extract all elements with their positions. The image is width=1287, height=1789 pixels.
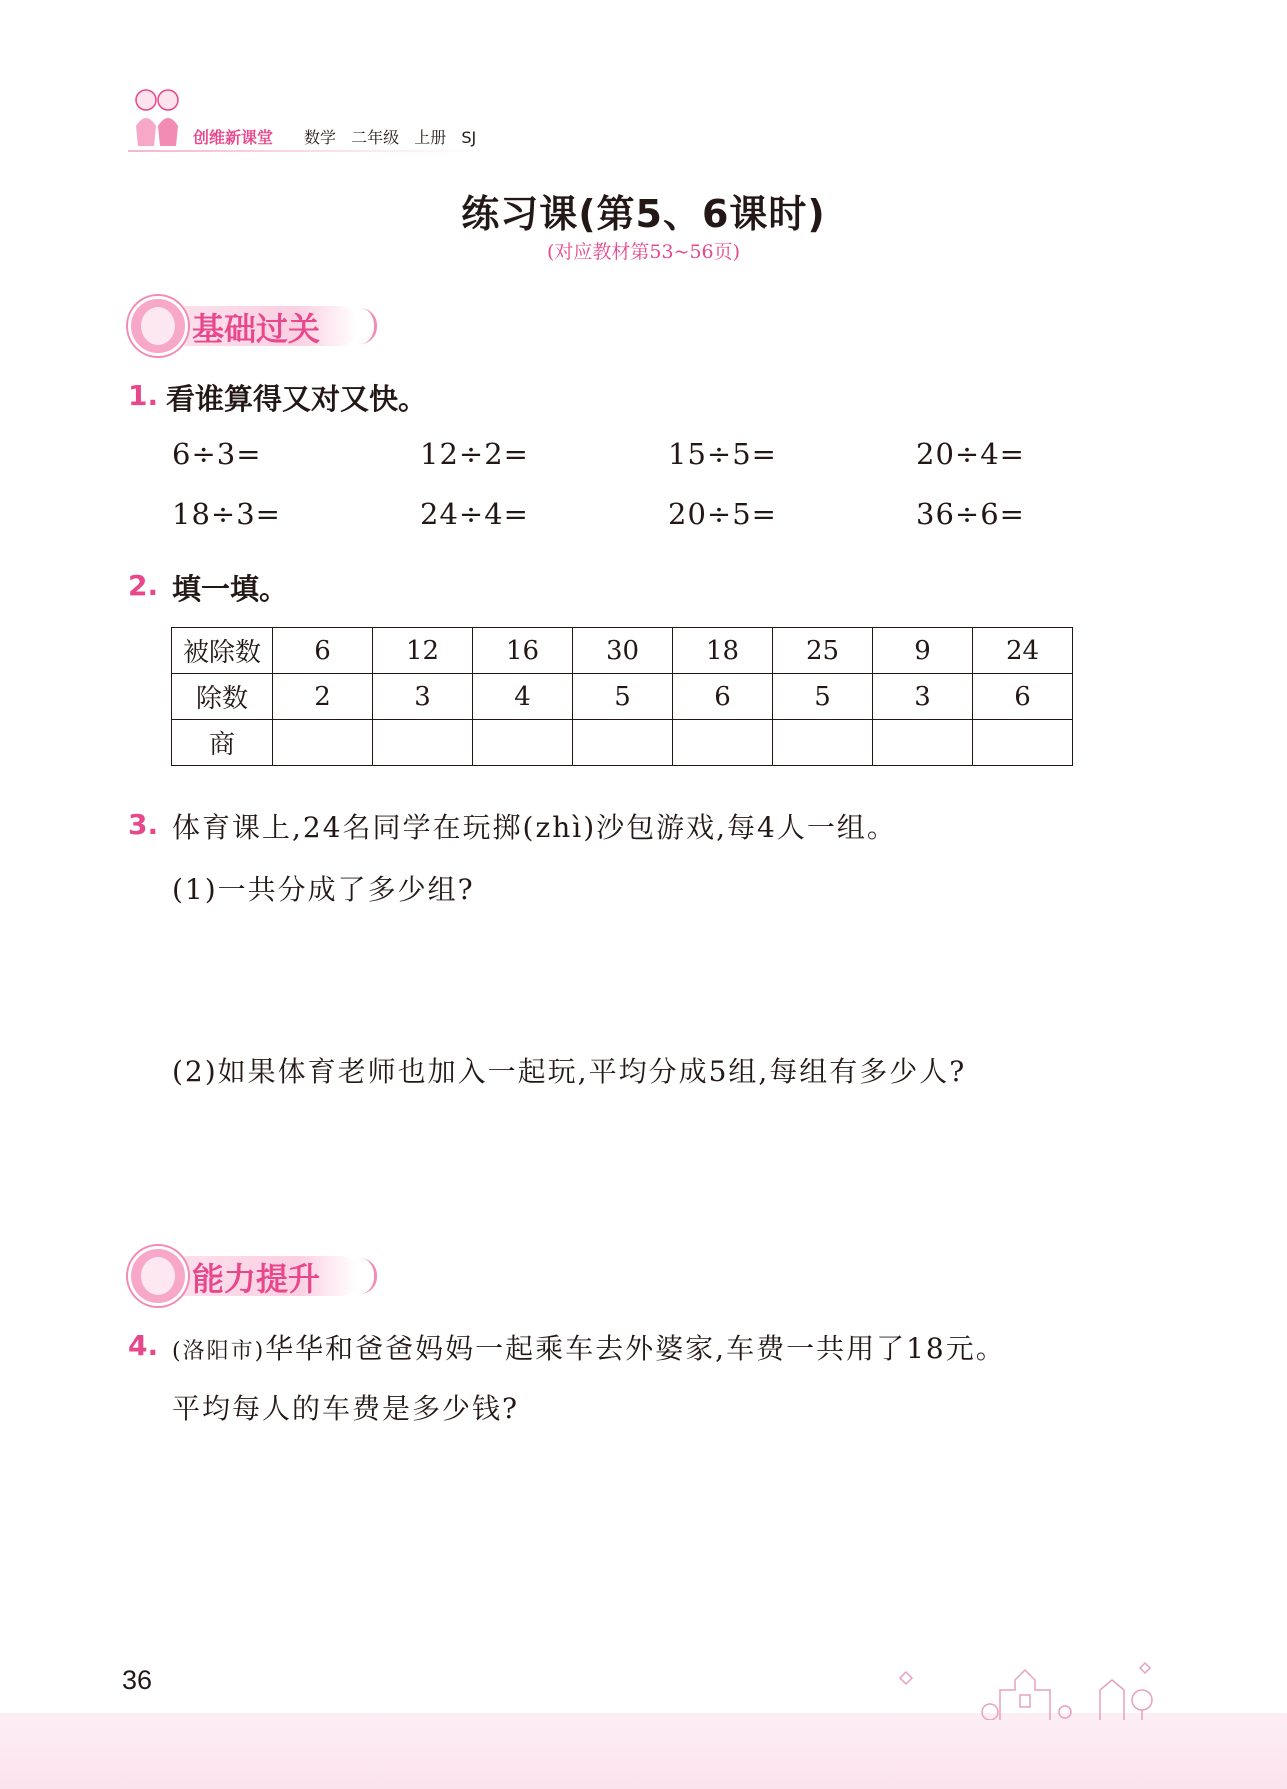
- q3-text: 体育课上,24名同学在玩掷(zhì)沙包游戏,每4人一组。: [172, 811, 897, 844]
- q4-text2: 平均每人的车费是多少钱?: [172, 1392, 520, 1425]
- q4-number: 4.: [128, 1329, 159, 1362]
- footer-band: [0, 1713, 1287, 1789]
- q3-sub2: (2)如果体育老师也加入一起玩,平均分成5组,每组有多少人?: [172, 1055, 967, 1088]
- header-subject: 数学: [304, 128, 337, 147]
- answer-cell[interactable]: [773, 720, 873, 766]
- q1-calc-6: 24÷4=: [420, 497, 529, 531]
- table-cell: 16: [473, 628, 573, 674]
- header-volume: 上册: [414, 128, 447, 147]
- answer-cell[interactable]: [673, 720, 773, 766]
- table-cell: 6: [973, 674, 1073, 720]
- table-cell: 4: [473, 674, 573, 720]
- q1-calc-4: 20÷4=: [916, 437, 1025, 471]
- answer-cell[interactable]: [573, 720, 673, 766]
- q4-text: 华华和爸爸妈妈一起乘车去外婆家,车费一共用了18元。: [265, 1332, 1006, 1365]
- castle-decoration-icon: [880, 1650, 1170, 1720]
- table-cell: 12: [373, 628, 473, 674]
- division-table: [171, 627, 1073, 766]
- q1-calc-7: 20÷5=: [668, 497, 777, 531]
- header-brand: 创维新课堂: [193, 128, 274, 147]
- answer-cell[interactable]: [373, 720, 473, 766]
- table-cell: 3: [373, 674, 473, 720]
- header-meta: [304, 125, 486, 148]
- section-banner-advanced: [128, 1246, 374, 1304]
- row-label-divisor: 除数: [172, 674, 273, 720]
- table-cell: 2: [273, 674, 373, 720]
- q4-line1: [172, 1327, 1006, 1367]
- table-cell: 18: [673, 628, 773, 674]
- section-badge-icon: [128, 1246, 188, 1306]
- q1-calc-1: 6÷3=: [172, 437, 262, 471]
- table-cell: 9: [873, 628, 973, 674]
- q2-text: 填一填。: [172, 572, 289, 606]
- table-cell: 24: [973, 628, 1073, 674]
- table-cell: 6: [673, 674, 773, 720]
- table-row-quotient: [172, 720, 1073, 766]
- header-grade: 二年级: [351, 128, 400, 147]
- answer-cell[interactable]: [473, 720, 573, 766]
- q1-calc-8: 36÷6=: [916, 497, 1025, 531]
- q2-number: 2.: [128, 569, 159, 602]
- header-edition: SJ: [461, 128, 477, 147]
- table-row-divisor: [172, 674, 1073, 720]
- section-banner-basic: [128, 296, 374, 354]
- q1-calc-3: 15÷5=: [668, 437, 777, 471]
- q1-calc-2: 12÷2=: [420, 437, 529, 471]
- banner-tail: [360, 1258, 377, 1294]
- answer-cell[interactable]: [273, 720, 373, 766]
- kids-mascot-icon: [128, 86, 186, 152]
- q3-sub1: (1)一共分成了多少组?: [172, 873, 475, 906]
- header-divider: [128, 150, 488, 152]
- table-cell: 3: [873, 674, 973, 720]
- q1-number: 1.: [128, 379, 159, 412]
- page-title: 练习课(第5、6课时): [461, 192, 826, 236]
- table-row-dividend: [172, 628, 1073, 674]
- section-title-basic: 基础过关: [192, 310, 321, 348]
- section-badge-icon: [128, 296, 188, 356]
- row-label-quotient: 商: [172, 720, 273, 766]
- banner-tail: [360, 308, 377, 344]
- table-cell: 5: [573, 674, 673, 720]
- section-title-advanced: 能力提升: [192, 1260, 321, 1298]
- q4-source: (洛阳市): [172, 1339, 266, 1364]
- table-cell: 30: [573, 628, 673, 674]
- answer-cell[interactable]: [973, 720, 1073, 766]
- answer-cell[interactable]: [873, 720, 973, 766]
- table-cell: 6: [273, 628, 373, 674]
- q1-text: 看谁算得又对又快。: [166, 382, 428, 416]
- row-label-dividend: 被除数: [172, 628, 273, 674]
- q3-number: 3.: [128, 808, 159, 841]
- page-subtitle: (对应教材第53~56页): [546, 241, 741, 263]
- page-number: 36: [122, 1665, 153, 1695]
- table-cell: 25: [773, 628, 873, 674]
- q1-calc-5: 18÷3=: [172, 497, 281, 531]
- table-cell: 5: [773, 674, 873, 720]
